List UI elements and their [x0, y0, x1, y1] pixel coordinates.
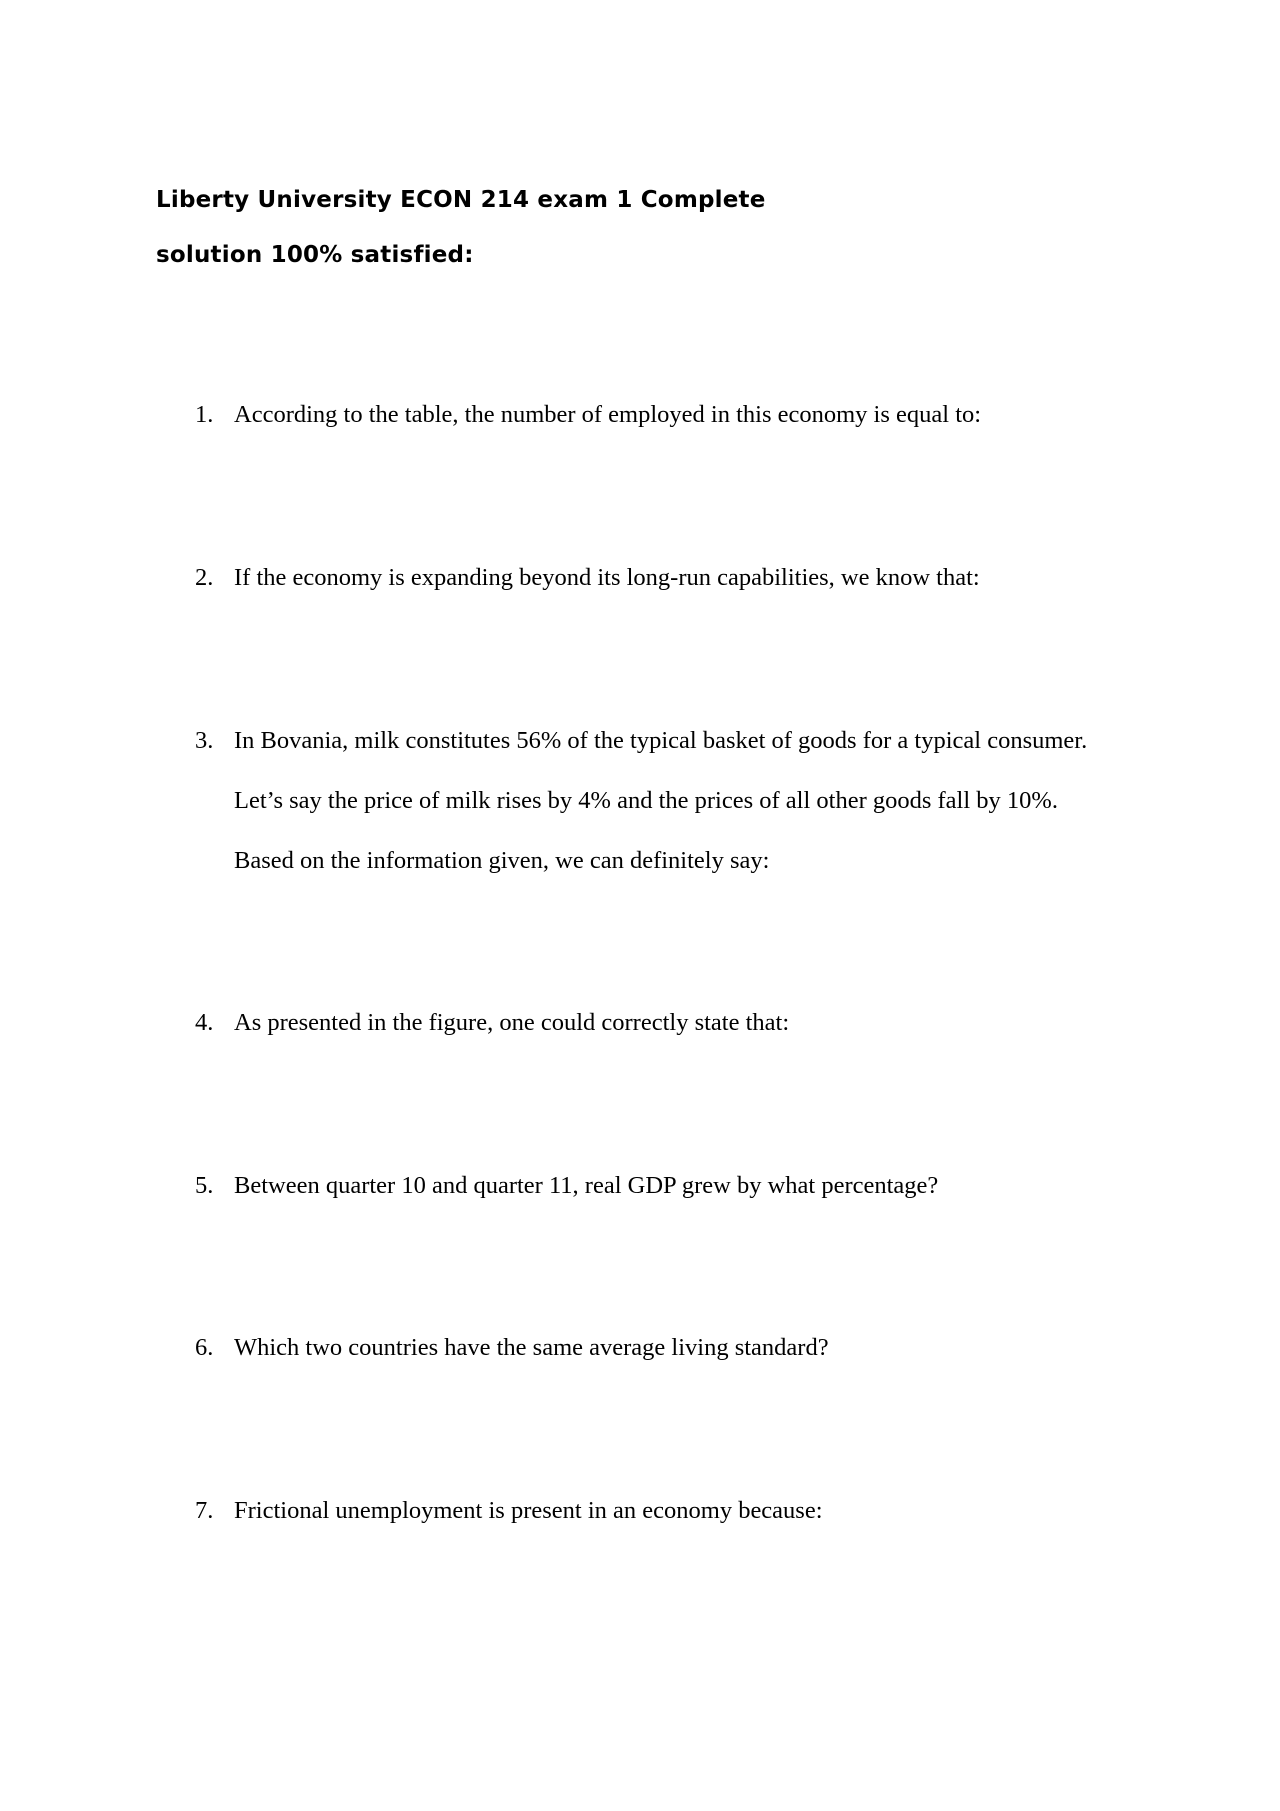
question-number: 1.	[195, 401, 214, 428]
question-text: Frictional unemployment is present in an economy because:	[234, 1497, 823, 1524]
question-number: 5.	[195, 1172, 214, 1199]
question-number: 3.	[195, 727, 214, 754]
document-title-line-2: solution 100% satisfied:	[156, 242, 474, 268]
question-text: As presented in the figure, one could correctly state that:	[234, 1009, 790, 1036]
question-text: Which two countries have the same average living standard?	[234, 1334, 829, 1361]
question-number: 2.	[195, 564, 214, 591]
question-number: 4.	[195, 1009, 214, 1036]
question-text: Between quarter 10 and quarter 11, real GDP grew by what percentage?	[234, 1172, 939, 1199]
question-number: 6.	[195, 1334, 214, 1361]
question-text: According to the table, the number of employed in this economy is equal to:	[234, 401, 982, 428]
document-title-line-1: Liberty University ECON 214 exam 1 Complete	[156, 187, 766, 213]
question-number: 7.	[195, 1497, 214, 1524]
question-text: In Bovania, milk constitutes 56% of the typical basket of goods for a typical consumer. Let’s say the price of milk rises by 4% and the prices of all other goods fall by 10%. Based on the information given, we can definitely say:	[234, 727, 1088, 874]
question-text: If the economy is expanding beyond its long-run capabilities, we know that:	[234, 564, 980, 591]
